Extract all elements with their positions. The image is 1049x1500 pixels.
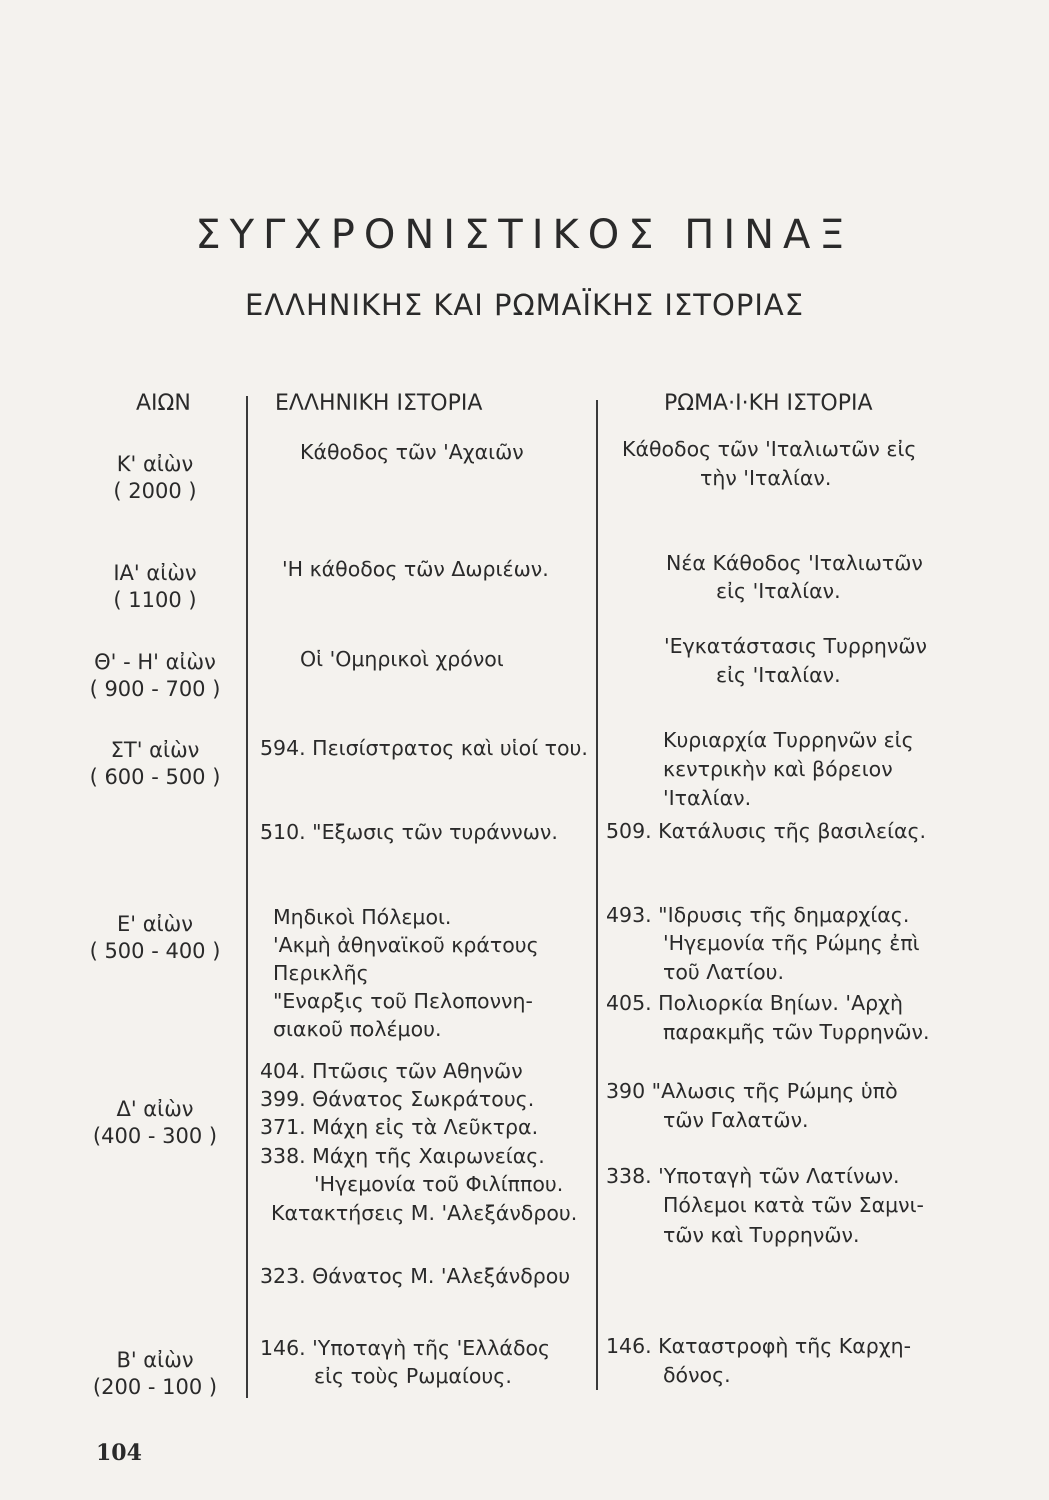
greek-entry: Μηδικοὶ Πόλεμοι.	[273, 905, 452, 929]
greek-entry: Κατακτήσεις Μ. 'Αλεξάνδρου.	[271, 1201, 578, 1225]
header-era: ΑΙΩΝ	[136, 391, 191, 416]
roman-entry: Κάθοδος τῶν 'Ιταλιωτῶν εἰς	[622, 437, 917, 461]
header-greek-history: ΕΛΛΗΝΙΚΗ ΙΣΤΟΡΙΑ	[275, 391, 483, 416]
roman-entry: παρακμῆς τῶν Τυρρηνῶν.	[663, 1020, 930, 1044]
roman-entry: 'Εγκατάστασις Τυρρηνῶν	[664, 634, 927, 658]
roman-entry: κεντρικὴν καὶ βόρειον	[663, 757, 893, 781]
era-years: ( 2000 )	[113, 479, 197, 503]
greek-entry: Κάθοδος τῶν 'Αχαιῶν	[300, 440, 524, 464]
greek-entry: 'Η κάθοδος τῶν Δωριέων.	[282, 557, 549, 581]
roman-entry: τῶν καὶ Τυρρηνῶν.	[663, 1223, 860, 1247]
era-label: Ε' αἰὼν	[117, 912, 193, 936]
greek-entry: Οἱ 'Ομηρικοὶ χρόνοι	[300, 647, 504, 671]
era-entry	[80, 737, 230, 791]
greek-entry: 371. Μάχη εἰς τὰ Λεῦκτρα.	[260, 1115, 539, 1139]
roman-entry: δόνος.	[663, 1363, 731, 1387]
roman-entry: 493. "Ιδρυσις τῆς δημαρχίας.	[606, 903, 910, 927]
roman-entry: 405. Πολιορκία Βηίων. 'Αρχὴ	[606, 991, 903, 1015]
roman-entry: Νέα Κάθοδος 'Ιταλιωτῶν	[666, 551, 923, 575]
roman-entry: 509. Κατάλυσις τῆς βασιλείας.	[606, 819, 927, 843]
greek-entry: "Εναρξις τοῦ Πελοποννη-	[273, 989, 533, 1013]
roman-entry: 146. Καταστροφὴ τῆς Καρχη-	[606, 1334, 911, 1358]
greek-entry: 338. Μάχη τῆς Χαιρωνείας.	[260, 1144, 545, 1168]
roman-entry: Πόλεμοι κατὰ τῶν Σαμνι-	[663, 1193, 924, 1217]
era-label: Β' αἰὼν	[116, 1348, 194, 1372]
era-entry	[80, 911, 230, 965]
roman-entry: 338. 'Υποταγὴ τῶν Λατίνων.	[606, 1164, 900, 1188]
greek-entry: Περικλῆς	[273, 961, 369, 985]
greek-entry: 399. Θάνατος Σωκράτους.	[260, 1087, 535, 1111]
era-label: Κ' αἰὼν	[116, 452, 194, 476]
roman-entry: τοῦ Λατίου.	[663, 960, 784, 984]
greek-entry: 'Ακμὴ ἀθηναϊκοῦ κράτους	[273, 933, 539, 957]
era-entry	[80, 1347, 230, 1401]
era-years: ( 900 - 700 )	[89, 677, 221, 701]
roman-entry: 'Ιταλίαν.	[663, 786, 752, 810]
greek-entry: 323. Θάνατος Μ. 'Αλεξάνδρου	[260, 1264, 571, 1288]
roman-entry: τὴν 'Ιταλίαν.	[700, 466, 832, 490]
page-number: 104	[96, 1440, 142, 1466]
era-years: ( 500 - 400 )	[89, 939, 221, 963]
greek-entry: 594. Πεισίστρατος καὶ υἱοί του.	[260, 736, 588, 760]
roman-entry: 390 "Αλωσις τῆς Ρώμης ὑπὸ	[606, 1079, 898, 1103]
era-entry	[80, 649, 230, 703]
page-subtitle: ΕΛΛΗΝΙΚΗΣ ΚΑΙ ΡΩΜΑΪΚΗΣ ΙΣΤΟΡΙΑΣ	[244, 288, 805, 322]
roman-entry: εἰς 'Ιταλίαν.	[716, 579, 841, 603]
era-years: (200 - 100 )	[92, 1375, 218, 1399]
greek-entry: 510. "Εξωσις τῶν τυράννων.	[260, 820, 558, 844]
era-label: ΙΑ' αἰὼν	[113, 561, 197, 585]
greek-entry: εἰς τοὺς Ρωμαίους.	[314, 1364, 512, 1388]
era-entry	[80, 560, 230, 614]
era-years: ( 1100 )	[113, 588, 197, 612]
era-entry	[80, 1096, 230, 1150]
greek-entry: 'Ηγεμονία τοῦ Φιλίππου.	[314, 1172, 564, 1196]
era-label: Θ' - Η' αἰὼν	[94, 650, 216, 674]
roman-entry: Κυριαρχία Τυρρηνῶν εἰς	[663, 728, 914, 752]
era-label: ΣΤ' αἰὼν	[110, 738, 200, 762]
greek-entry: 404. Πτῶσις τῶν Αθηνῶν	[260, 1059, 523, 1083]
greek-entry: 146. 'Υποταγὴ τῆς 'Ελλάδος	[260, 1336, 551, 1360]
header-roman-history: ΡΩΜΑ·Ι·ΚΗ ΙΣΤΟΡΙΑ	[664, 391, 873, 416]
era-years: ( 600 - 500 )	[89, 765, 221, 789]
era-entry	[80, 451, 230, 505]
roman-entry: εἰς 'Ιταλίαν.	[716, 663, 841, 687]
era-label: Δ' αἰὼν	[116, 1097, 194, 1121]
column-divider-2	[596, 400, 598, 1390]
roman-entry: 'Ηγεμονία τῆς Ρώμης ἐπὶ	[663, 931, 920, 955]
era-years: (400 - 300 )	[92, 1124, 218, 1148]
column-divider-1	[246, 396, 248, 1398]
page-title: ΣΥΓΧΡΟΝΙΣΤΙΚΟΣ ΠΙΝΑΞ	[195, 212, 854, 258]
greek-entry: σιακοῦ πολέμου.	[273, 1017, 442, 1041]
roman-entry: τῶν Γαλατῶν.	[663, 1108, 809, 1132]
